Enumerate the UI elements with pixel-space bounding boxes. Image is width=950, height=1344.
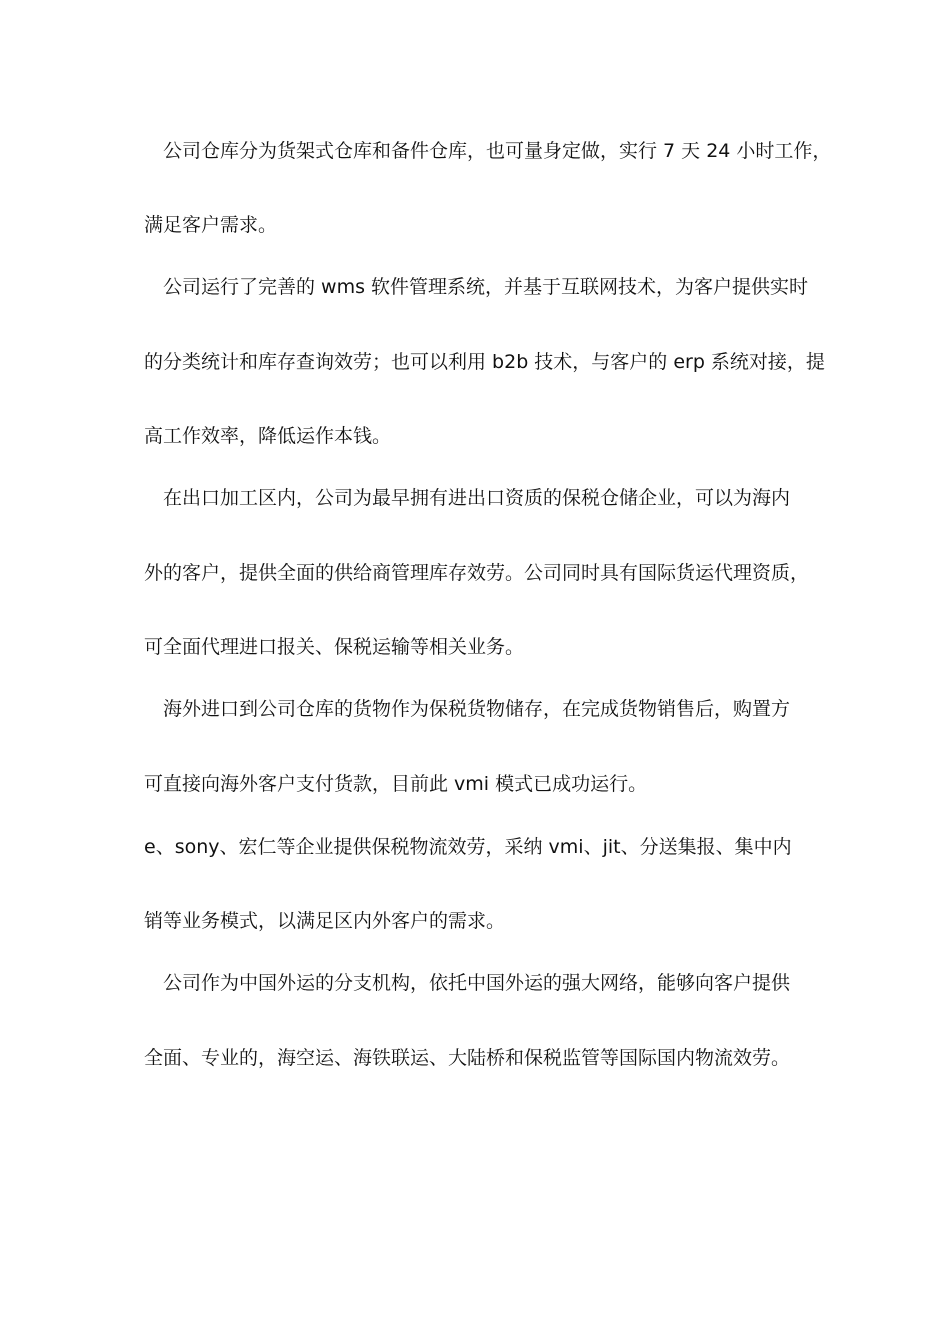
paragraph-2-line-2: 的分类统计和库存查询效劳；也可以利用 b2b 技术，与客户的 erp 系统对接，提: [144, 351, 825, 373]
paragraph-6-line-1: 公司作为中国外运的分支机构，依托中国外运的强大网络，能够向客户提供: [163, 972, 791, 994]
paragraph-2-line-3: 高工作效率，降低运作本钱。: [144, 425, 392, 447]
paragraph-4-line-2: 可直接向海外客户支付货款，目前此 vmi 模式已成功运行。: [144, 773, 648, 795]
paragraph-1-line-2: 满足客户需求。: [144, 214, 278, 236]
paragraph-2-line-1: 公司运行了完善的 wms 软件管理系统，并基于互联网技术，为客户提供实时: [163, 276, 809, 298]
paragraph-5-line-1: e、sony、宏仁等企业提供保税物流效劳，采纳 vmi、jit、分送集报、集中内: [144, 836, 792, 858]
paragraph-4-line-1: 海外进口到公司仓库的货物作为保税货物储存，在完成货物销售后，购置方: [163, 698, 791, 720]
paragraph-1-line-1: 公司仓库分为货架式仓库和备件仓库，也可量身定做，实行 7 天 24 小时工作，: [163, 140, 832, 162]
paragraph-3-line-1: 在出口加工区内，公司为最早拥有进出口资质的保税仓储企业，可以为海内: [163, 487, 791, 509]
paragraph-3-line-3: 可全面代理进口报关、保税运输等相关业务。: [144, 636, 525, 658]
paragraph-5-line-2: 销等业务模式，以满足区内外客户的需求。: [144, 910, 506, 932]
paragraph-6-line-2: 全面、专业的，海空运、海铁联运、大陆桥和保税监管等国际国内物流效劳。: [144, 1047, 791, 1069]
paragraph-3-line-2: 外的客户，提供全面的供给商管理库存效劳。公司同时具有国际货运代理资质，: [144, 562, 810, 584]
